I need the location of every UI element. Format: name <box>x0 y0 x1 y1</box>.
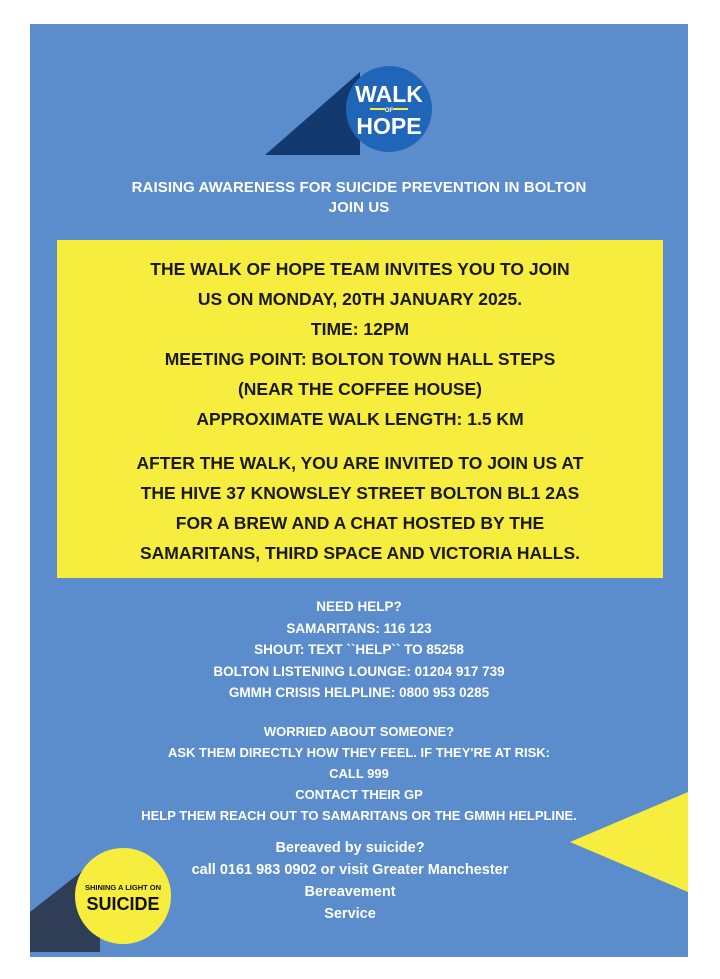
event-details-box <box>57 240 663 578</box>
shining-a-light-on-suicide-logo <box>30 832 180 957</box>
worried-line: HELP THEM REACH OUT TO SAMARITANS OR THE GMMH HELPLINE. <box>141 808 577 823</box>
bereaved-line: Bereavement <box>304 884 396 900</box>
help-line: BOLTON LISTENING LOUNGE: 01204 917 739 <box>213 663 505 679</box>
worried-line: ASK THEM DIRECTLY HOW THEY FEEL. IF THEY'RE AT RISK: <box>167 745 551 760</box>
need-help-section <box>30 596 688 704</box>
after-walk-info <box>57 448 663 568</box>
after-line: FOR A BREW AND A CHAT HOSTED BY THE <box>175 513 545 533</box>
badge-small-text: SHINING A LIGHT ON <box>84 883 162 892</box>
detail-line: MEETING POINT: BOLTON TOWN HALL STEPS <box>164 349 556 369</box>
badge-big-text: SUICIDE <box>86 894 160 914</box>
yellow-triangle-decoration <box>570 792 688 892</box>
bereaved-line: call 0161 983 0902 or visit Greater Manchester <box>191 862 509 878</box>
bereaved-line: Service <box>324 906 376 922</box>
logo-walk-text: WALK <box>355 81 423 107</box>
detail-line: THE WALK OF HOPE TEAM INVITES YOU TO JOIN <box>150 259 570 279</box>
detail-line: APPROXIMATE WALK LENGTH: 1.5 KM <box>196 409 524 429</box>
worried-heading: WORRIED ABOUT SOMEONE? <box>263 724 455 739</box>
help-line: SAMARITANS: 116 123 <box>286 620 432 636</box>
intro-line: RAISING AWARENESS FOR SUICIDE PREVENTION IN BOLTON <box>131 179 587 196</box>
after-line: AFTER THE WALK, YOU ARE INVITED TO JOIN US AT <box>136 453 584 473</box>
event-details <box>57 254 663 434</box>
worried-line: CALL 999 <box>329 766 389 781</box>
bereaved-heading: Bereaved by suicide? <box>275 840 425 856</box>
after-line: SAMARITANS, THIRD SPACE AND VICTORIA HALLS. <box>139 543 581 563</box>
help-heading: NEED HELP? <box>316 599 402 614</box>
detail-line: TIME: 12PM <box>310 319 410 339</box>
intro-text <box>30 178 688 218</box>
poster <box>30 24 688 957</box>
after-line: THE HIVE 37 KNOWSLEY STREET BOLTON BL1 2AS <box>140 483 580 503</box>
logo-shadow-triangle <box>265 72 360 155</box>
detail-line: (NEAR THE COFFEE HOUSE) <box>237 379 483 399</box>
intro-line: JOIN US <box>328 199 390 216</box>
worried-line: CONTACT THEIR GP <box>295 787 423 802</box>
walk-of-hope-logo <box>260 52 440 162</box>
bereaved-section <box>140 837 560 925</box>
logo-hope-text: HOPE <box>356 113 422 139</box>
help-line: GMMH CRISIS HELPLINE: 0800 953 0285 <box>228 685 490 700</box>
help-line: SHOUT: TEXT ``HELP`` TO 85258 <box>254 642 464 657</box>
detail-line: US ON MONDAY, 20TH JANUARY 2025. <box>197 289 523 309</box>
logo-of-text: OF <box>384 108 394 114</box>
